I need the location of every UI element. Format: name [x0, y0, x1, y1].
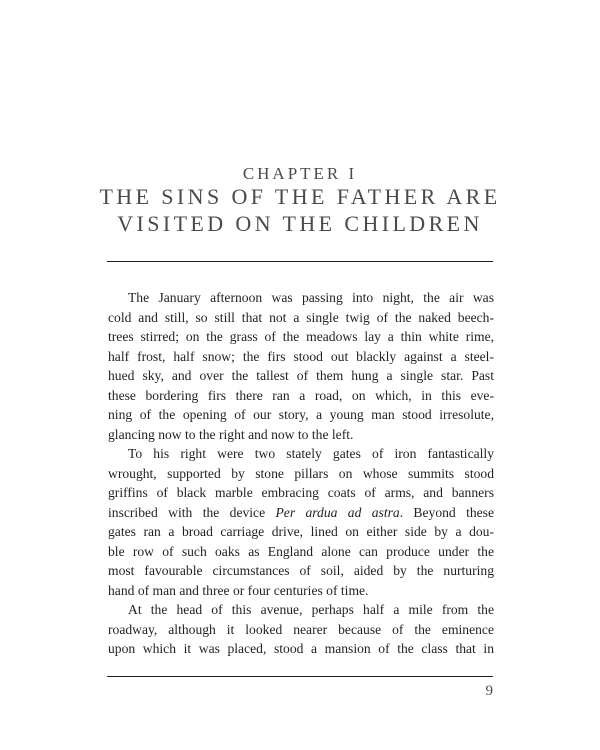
text-line: ning of the opening of our story, a young man stood irresolute, — [108, 407, 494, 422]
motto-suffix: . Beyond these — [399, 504, 495, 520]
text-line: hued sky, and over the tallest of them hung a single star. Past — [108, 368, 494, 383]
text-line: these bordering firs there ran a road, on which, in this eve- — [108, 387, 494, 403]
text-line: upon which it was placed, stood a mansion of the class that in — [108, 641, 494, 656]
text-line: trees stirred; on the grass of the meadows lay a thin white rime, — [108, 329, 494, 344]
motto-italic: Per ardua ad astra — [275, 504, 400, 520]
text-line: glancing now to the right and now to the left. — [108, 426, 354, 442]
text-line: The January afternoon was passing into night, the air was — [128, 290, 494, 305]
text-line: gates ran a broad carriage drive, lined on either side by a dou- — [108, 524, 494, 539]
text-line: To his right were two stately gates of iron fantastically — [128, 446, 494, 461]
chapter-title — [0, 183, 600, 237]
text-line: wrought, supported by stone pillars on whose summits stood — [108, 465, 494, 481]
text-line: roadway, although it looked nearer because of the eminence — [108, 621, 494, 637]
motto-prefix: inscribed with the device — [108, 504, 276, 520]
bottom-rule-divider — [107, 676, 493, 677]
top-rule-divider — [107, 261, 493, 262]
text-line: most favourable circumstances of soil, aided by the nurturing — [108, 563, 494, 578]
text-line-with-motto — [108, 503, 494, 523]
text-line: ble row of such oaks as England alone can produce under the — [108, 543, 494, 559]
text-line: hand of man and three or four centuries of time. — [108, 582, 369, 598]
chapter-title-line: THE SINS OF THE FATHER ARE — [99, 184, 501, 209]
chapter-label: CHAPTER I — [242, 164, 358, 183]
text-line: At the head of this avenue, perhaps half a mile from the — [128, 602, 494, 617]
chapter-title-line: VISITED ON THE CHILDREN — [117, 211, 483, 236]
text-line: griffins of black marble embracing coats of arms, and banners — [108, 485, 494, 500]
text-line: half frost, half snow; the firs stood out blackly against a steel- — [108, 348, 494, 364]
body-text — [108, 288, 494, 659]
text-line: cold and still, so still that not a single twig of the naked beech- — [108, 309, 494, 325]
page-number: 9 — [485, 683, 493, 699]
